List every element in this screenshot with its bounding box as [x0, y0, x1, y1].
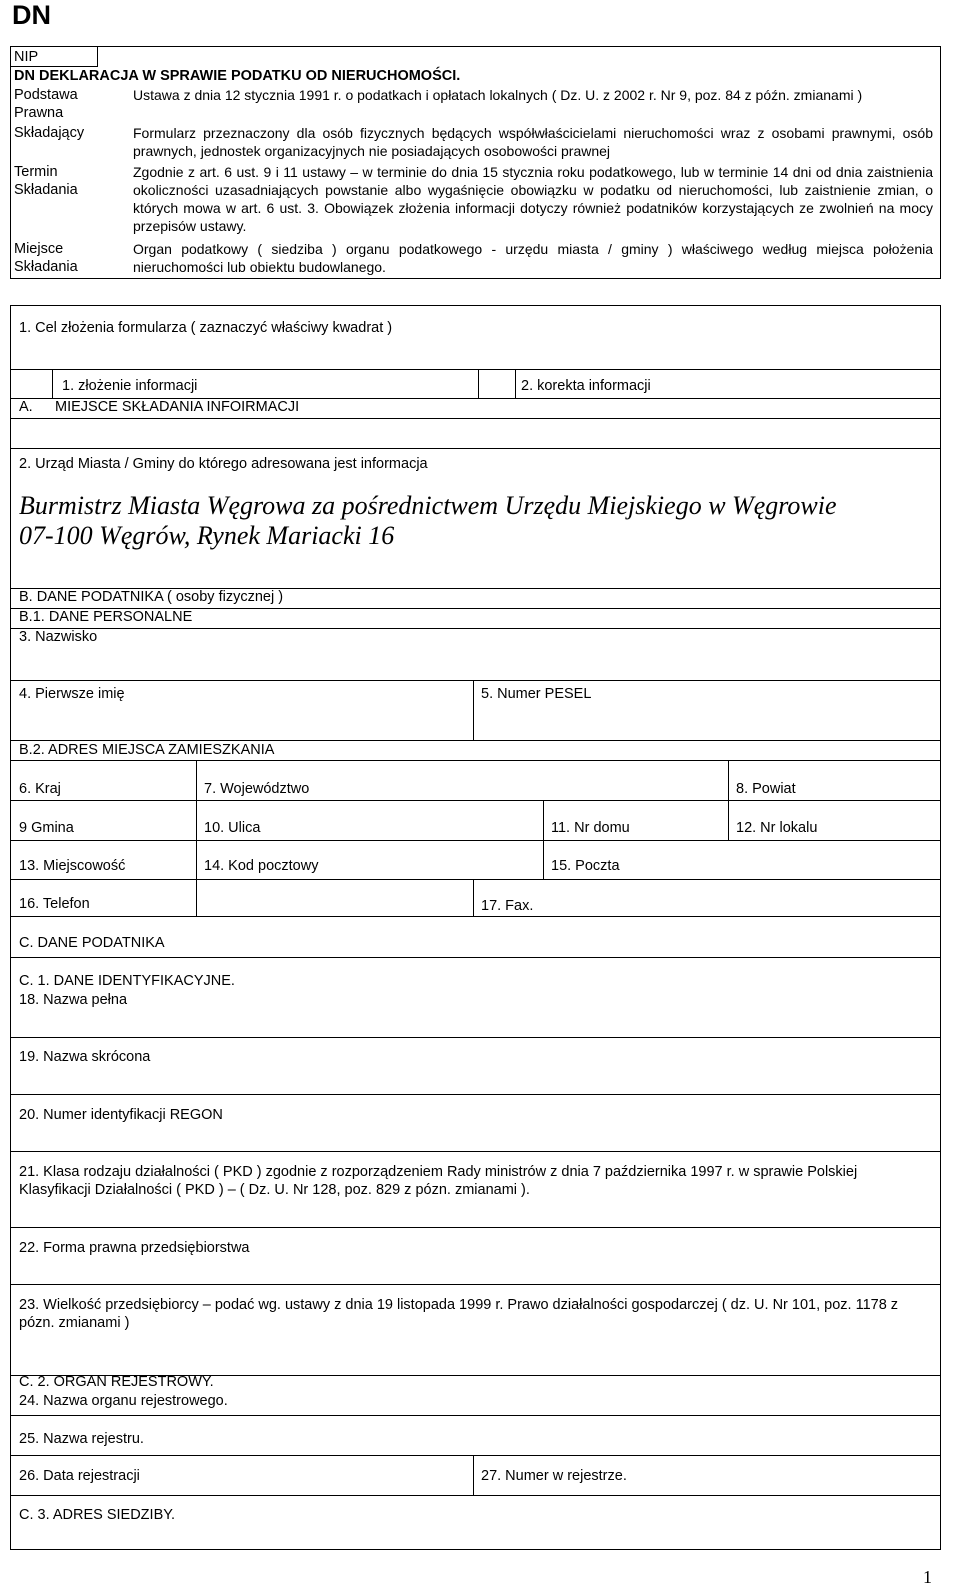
- section-b2-heading: B.2. ADRES MIEJSCA ZAMIESZKANIA: [19, 742, 275, 758]
- field-data-rejestracji[interactable]: 26. Data rejestracji: [19, 1468, 140, 1484]
- field-kraj[interactable]: 6. Kraj: [19, 781, 61, 797]
- field-fax[interactable]: 17. Fax.: [481, 898, 534, 914]
- text-miejsce: Organ podatkowy ( siedziba ) organu podatkowego - urzędu miasta / gminy ) właściwego według miejsca położenia nieruchomości lub obiektu budowlanego.: [133, 241, 933, 275]
- label-skladajacy: Składający: [14, 125, 85, 141]
- field-numer-w-rejestrze[interactable]: 27. Numer w rejestrze.: [481, 1468, 627, 1484]
- field-nr-lokalu[interactable]: 12. Nr lokalu: [736, 820, 818, 836]
- section-b-heading: B. DANE PODATNIKA ( osoby fizycznej ): [19, 589, 284, 605]
- office-address: 07-100 Węgrów, Rynek Mariacki 16: [19, 521, 395, 550]
- field-regon[interactable]: 20. Numer identyfikacji REGON: [19, 1107, 223, 1123]
- field-powiat[interactable]: 8. Powiat: [736, 781, 796, 797]
- nip-label: NIP: [14, 49, 39, 65]
- label-miejsce: Miejsce Składania: [14, 241, 78, 275]
- form-title: DN DEKLARACJA W SPRAWIE PODATKU OD NIERUCHOMOŚCI.: [14, 68, 461, 84]
- field-wielkosc[interactable]: 23. Wielkość przedsiębiorcy – podać wg. ustawy z dnia 19 listopada 1999 r. Prawo działalności gospodarczej ( dz. U. Nr 101, poz. 1178 z pózn. zmianami ): [19, 1297, 899, 1331]
- field-gmina[interactable]: 9 Gmina: [19, 820, 74, 836]
- field-miejscowosc[interactable]: 13. Miejscowość: [19, 858, 126, 874]
- option-zlozenie-label: 1. złożenie informacji: [62, 378, 198, 394]
- section-c3-heading: C. 3. ADRES SIEDZIBY.: [19, 1507, 176, 1523]
- section-a-prefix: A.: [19, 399, 33, 415]
- page-title: DN: [12, 0, 51, 30]
- label-podstawa: Podstawa Prawna: [14, 87, 78, 121]
- field-nazwa-pelna[interactable]: 18. Nazwa pełna: [19, 992, 128, 1008]
- section-c2-heading: C. 2. ORGAN REJESTROWY.: [19, 1374, 214, 1390]
- section-b1-heading: B.1. DANE PERSONALNE: [19, 609, 193, 625]
- field-ulica[interactable]: 10. Ulica: [204, 820, 261, 836]
- field-pesel[interactable]: 5. Numer PESEL: [481, 686, 592, 702]
- field-nazwa-rejestru[interactable]: 25. Nazwa rejestru.: [19, 1431, 144, 1447]
- office-name: Burmistrz Miasta Węgrowa za pośrednictwem Urzędu Miejskiego w Węgrowie: [19, 491, 837, 520]
- option-korekta-label: 2. korekta informacji: [521, 378, 651, 394]
- text-skladajacy: Formularz przeznaczony dla osób fizycznych będących współwłaścicielami nieruchomości wraz z osobami prawnymi, osób prawnych, jednostek organizacyjnych nie posiadających osobowości prawnej: [133, 125, 933, 159]
- text-termin: Zgodnie z art. 6 ust. 9 i 11 ustawy – w terminie do dnia 15 stycznia roku podatkowego, lub w terminie 14 dni od dnia zaistnienia okoliczności uzasadniających powstanie albo wygaśnięcie obowiązku w podatku od nieruchomości, lub zaistnienie zmian, o których mowa w art. 6 ust. 3. Obowiązek złożenia informacji dotyczy również podatników korzystających ze zwolnień na mocy przepisów ustawy.: [133, 164, 933, 234]
- section-2-heading: 2. Urząd Miasta / Gminy do którego adresowana jest informacja: [19, 456, 428, 472]
- field-nazwisko[interactable]: 3. Nazwisko: [19, 629, 98, 645]
- field-poczta[interactable]: 15. Poczta: [551, 858, 620, 874]
- text-podstawa: Ustawa z dnia 12 stycznia 1991 r. o podatkach i opłatach lokalnych ( Dz. U. z 2002 r. Nr 9, poz. 84 z późn. zmianami ): [133, 87, 863, 103]
- section-c-heading: C. DANE PODATNIKA: [19, 935, 165, 951]
- field-forma-prawna[interactable]: 22. Forma prawna przedsiębiorstwa: [19, 1240, 250, 1256]
- field-nazwa-skrocona[interactable]: 19. Nazwa skrócona: [19, 1049, 151, 1065]
- section-a-heading: MIEJSCE SKŁADANIA INFOIRMACJI: [55, 399, 300, 415]
- section-c1-heading: C. 1. DANE IDENTYFIKACYJNE.: [19, 973, 235, 989]
- field-organ-rejestrowy[interactable]: 24. Nazwa organu rejestrowego.: [19, 1393, 228, 1409]
- field-wojewodztwo[interactable]: 7. Województwo: [204, 781, 310, 797]
- field-pkd[interactable]: 21. Klasa rodzaju działalności ( PKD ) zgodnie z rozporządzeniem Rady ministrów z dnia 7 października 1997 r. w sprawie Polskiej Klasyfikacji Działalności ( PKD ) – ( Dz. U. Nr 128, poz. 829 z pózn. zmianami ).: [19, 1164, 858, 1198]
- section-1-heading: 1. Cel złożenia formularza ( zaznaczyć właściwy kwadrat ): [19, 320, 393, 336]
- checkbox-korekta[interactable]: [479, 370, 515, 398]
- field-pierwsze-imie[interactable]: 4. Pierwsze imię: [19, 686, 125, 702]
- field-nr-domu[interactable]: 11. Nr domu: [551, 820, 630, 836]
- page-number: 1: [923, 1567, 932, 1587]
- label-termin: Termin Składania: [14, 164, 78, 198]
- field-telefon[interactable]: 16. Telefon: [19, 896, 90, 912]
- checkbox-zlozenie[interactable]: [11, 370, 52, 398]
- field-kod-pocztowy[interactable]: 14. Kod pocztowy: [204, 858, 319, 874]
